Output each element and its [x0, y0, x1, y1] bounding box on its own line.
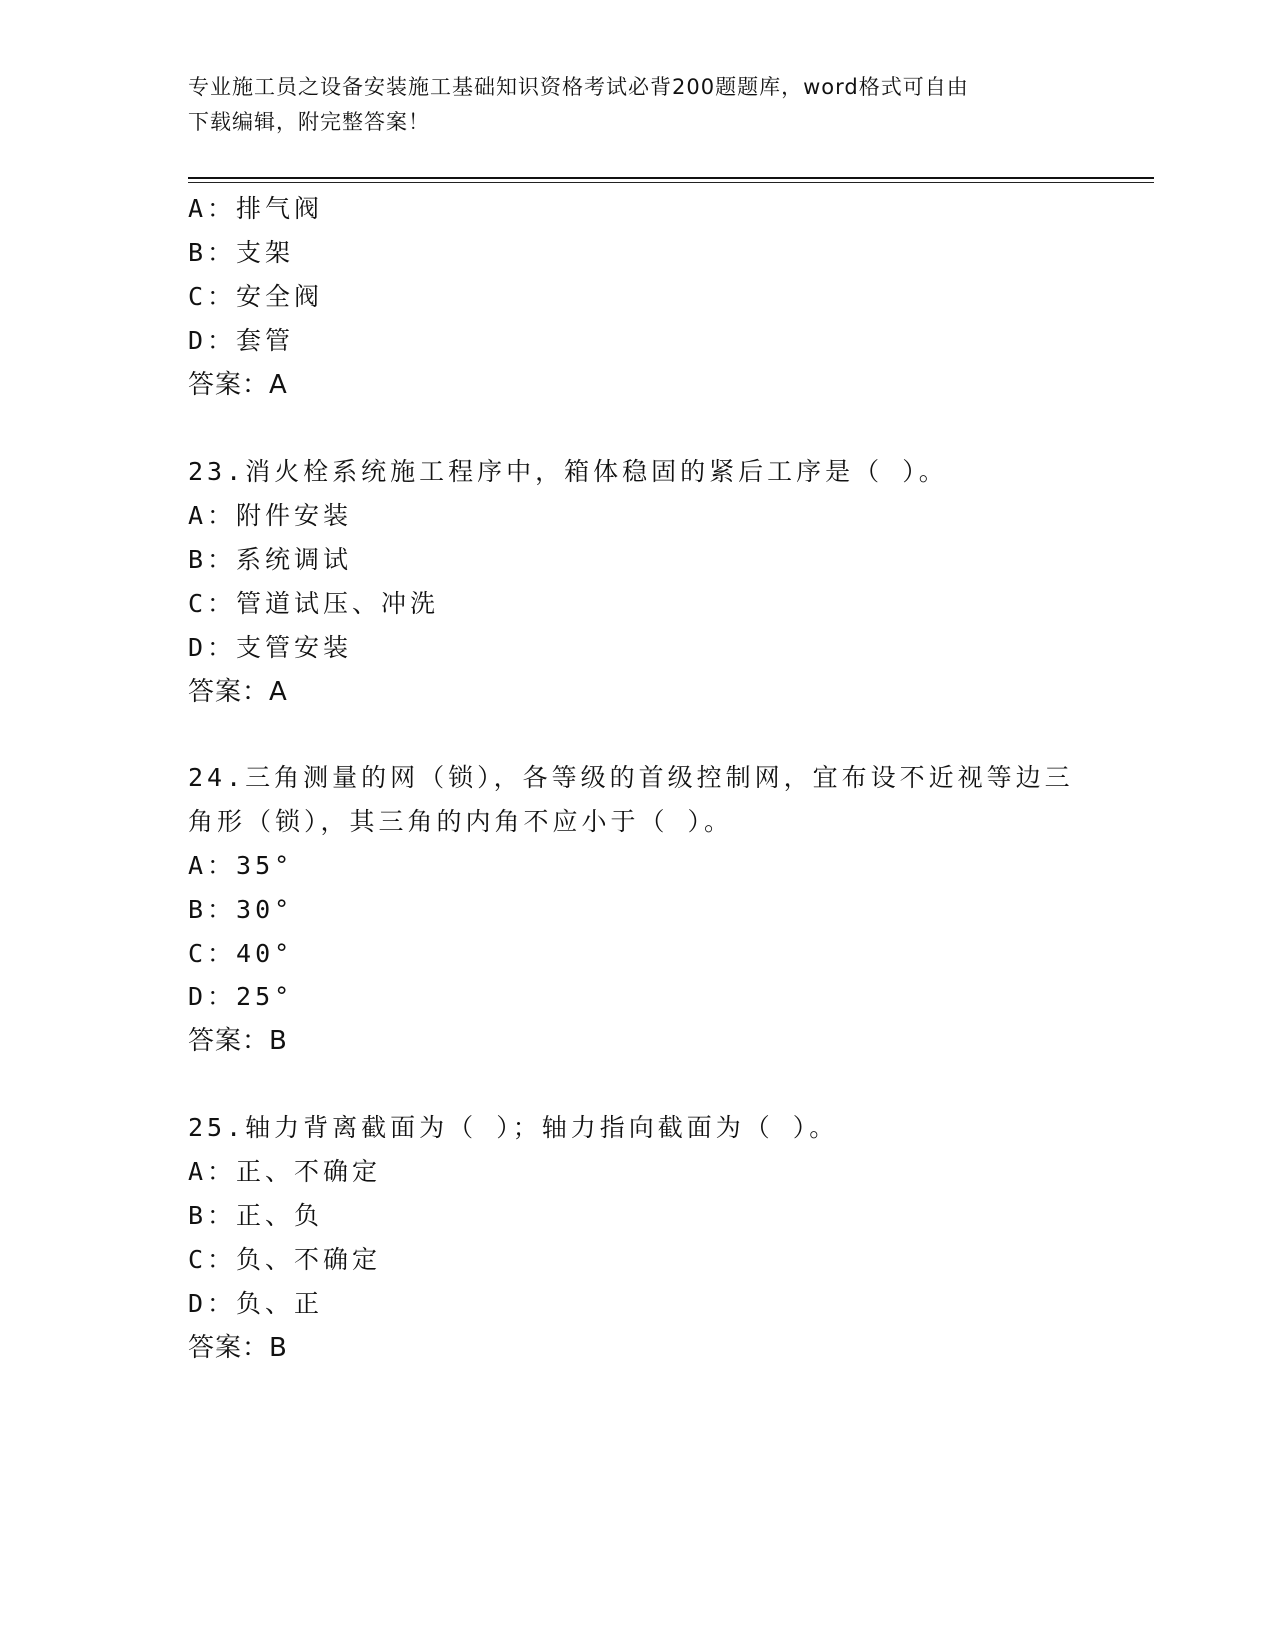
q24-stem-line-2: 角形（锁），其三角的内角不应小于（ ）。: [188, 807, 734, 836]
header-divider-thin: [188, 182, 1154, 183]
q23-option-c: C：管道试压、冲洗: [188, 589, 440, 618]
header-title-line-1: 专业施工员之设备安装施工基础知识资格考试必背200题题库，word格式可自由: [188, 75, 969, 99]
q25-option-b: B：正、负: [188, 1201, 324, 1230]
q24-answer: 答案：B: [188, 1026, 288, 1056]
q25-option-a: A：正、不确定: [188, 1157, 382, 1186]
q24-option-d: D：25°: [188, 982, 294, 1011]
q22-option-c: C：安全阀: [188, 282, 324, 311]
q25-answer: 答案：B: [188, 1333, 288, 1363]
q23-option-b: B：系统调试: [188, 545, 353, 574]
q22-option-a: A：排气阀: [188, 194, 324, 223]
q24-option-b: B：30°: [188, 895, 294, 924]
document-header: [188, 70, 1088, 140]
q23-answer: 答案：A: [188, 677, 288, 707]
q23-stem: 23.消火栓系统施工程序中，箱体稳固的紧后工序是（ ）。: [188, 457, 948, 486]
header-divider-thick: [188, 177, 1154, 179]
q22-option-d: D：套管: [188, 326, 295, 355]
q25-option-c: C：负、不确定: [188, 1245, 382, 1274]
q24-stem-line-1: 24.三角测量的网（锁），各等级的首级控制网，宜布设不近视等边三: [188, 763, 1074, 792]
header-title-line-2: 下载编辑，附完整答案！: [188, 110, 430, 134]
q25-option-d: D：负、正: [188, 1289, 324, 1318]
q22-answer: 答案：A: [188, 370, 288, 400]
q24-option-a: A：35°: [188, 851, 294, 880]
q23-option-d: D：支管安装: [188, 633, 353, 662]
q25-stem: 25.轴力背离截面为（ ）；轴力指向截面为（ ）。: [188, 1113, 839, 1142]
q23-option-a: A：附件安装: [188, 501, 353, 530]
q22-option-b: B：支架: [188, 238, 295, 267]
q24-option-c: C：40°: [188, 939, 294, 968]
